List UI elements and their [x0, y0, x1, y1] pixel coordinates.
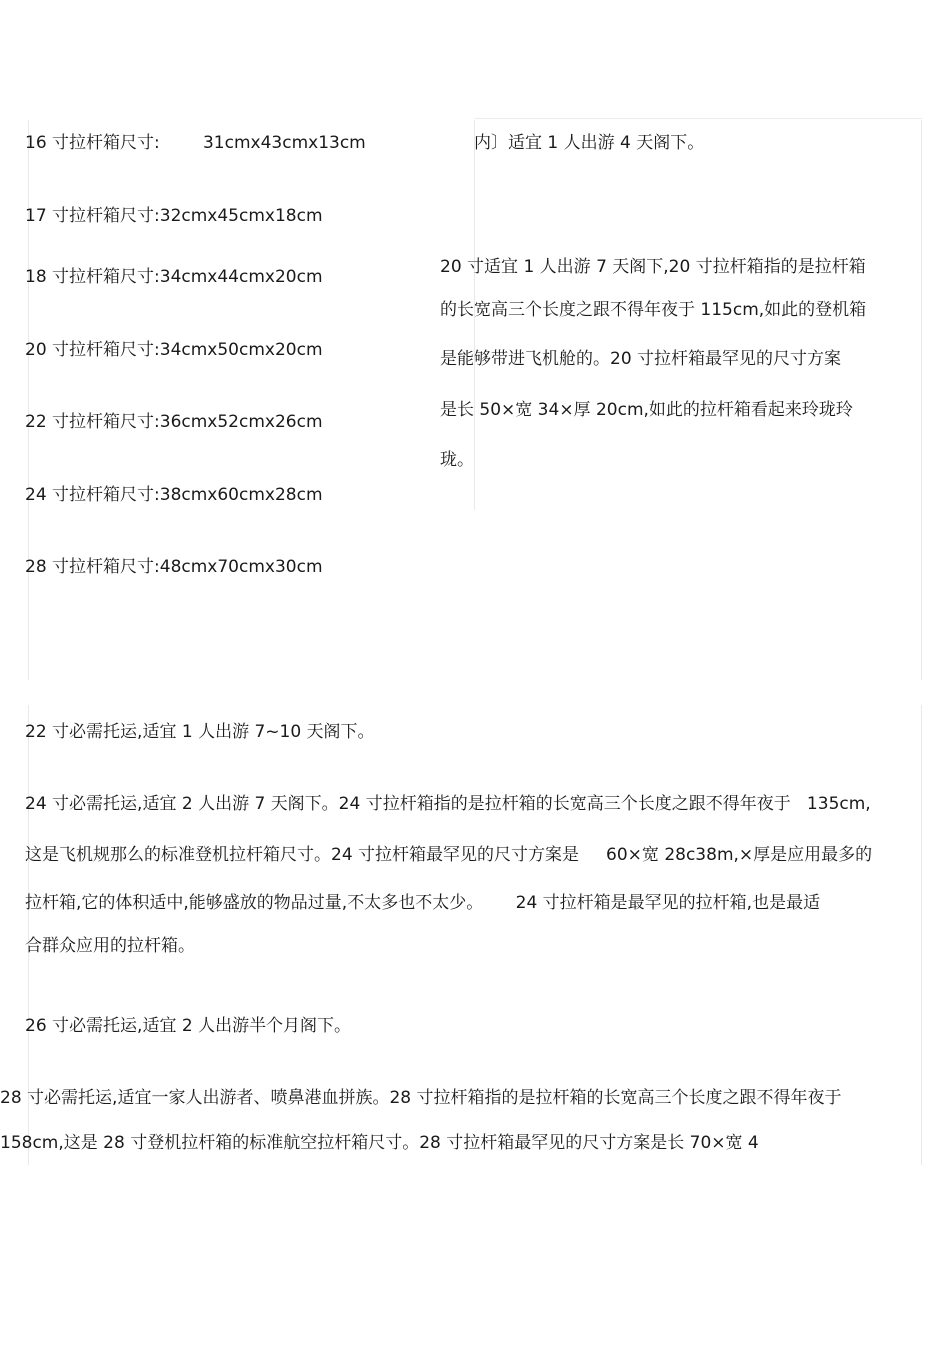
- right-paragraph-line: 是长 50×宽 34×厚 20cm,如此的拉杆箱看起来玲珑玲: [440, 400, 853, 420]
- body-border-right: [921, 705, 922, 1165]
- size-row-22: 22 寸拉杆箱尺寸:36cmx52cmx26cm: [25, 412, 323, 432]
- paragraph-26: 26 寸必需托运,适宜 2 人出游半个月阁下。: [25, 1016, 352, 1036]
- size-row-28: 28 寸拉杆箱尺寸:48cmx70cmx30cm: [25, 557, 323, 577]
- paragraph-24-line: 24 寸必需托运,适宜 2 人出游 7 天阁下。24 寸拉杆箱指的是拉杆箱的长宽高三个长度之跟不得年夜于 135cm,: [25, 794, 871, 814]
- size-row-16: 16 寸拉杆箱尺寸: 31cmx43cmx13cm: [25, 133, 366, 153]
- paragraph-24-line: 合群众应用的拉杆箱。: [25, 936, 195, 956]
- paragraph-24-line: 这是飞机规那么的标准登机拉杆箱尺寸。24 寸拉杆箱最罕见的尺寸方案是 60×宽 28c38m,×厚是应用最多的: [25, 845, 873, 865]
- right-paragraph-line: 20 寸适宜 1 人出游 7 天阁下,20 寸拉杆箱指的是拉杆箱: [440, 257, 866, 277]
- paragraph-24-line: 拉杆箱,它的体积适中,能够盛放的物品过量,不太多也不太少。 24 寸拉杆箱是最罕见的拉杆箱,也是最适: [25, 893, 821, 913]
- size-row-17: 17 寸拉杆箱尺寸:32cmx45cmx18cm: [25, 206, 323, 226]
- table-border-left: [28, 120, 29, 680]
- right-paragraph-line: 是能够带进飞机舱的。20 寸拉杆箱最罕见的尺寸方案: [440, 349, 842, 369]
- size-row-18: 18 寸拉杆箱尺寸:34cmx44cmx20cm: [25, 267, 323, 287]
- paragraph-28-line: 158cm,这是 28 寸登机拉杆箱的标准航空拉杆箱尺寸。28 寸拉杆箱最罕见的尺寸方案是长 70×宽 4: [0, 1133, 759, 1153]
- size-row-20: 20 寸拉杆箱尺寸:34cmx50cmx20cm: [25, 340, 323, 360]
- paragraph-28-line: 28 寸必需托运,适宜一家人出游者、喷鼻港血拼族。28 寸拉杆箱指的是拉杆箱的长宽高三个长度之跟不得年夜于: [0, 1088, 842, 1108]
- right-paragraph-line: 珑。: [440, 450, 474, 470]
- table-border-top: [474, 118, 922, 119]
- table-border-right: [921, 120, 922, 680]
- size-row-24: 24 寸拉杆箱尺寸:38cmx60cmx28cm: [25, 485, 323, 505]
- right-top-text: 内〕适宜 1 人出游 4 天阁下。: [474, 133, 705, 153]
- paragraph-22: 22 寸必需托运,适宜 1 人出游 7~10 天阁下。: [25, 722, 375, 742]
- right-paragraph-line: 的长宽高三个长度之跟不得年夜于 115cm,如此的登机箱: [440, 300, 867, 320]
